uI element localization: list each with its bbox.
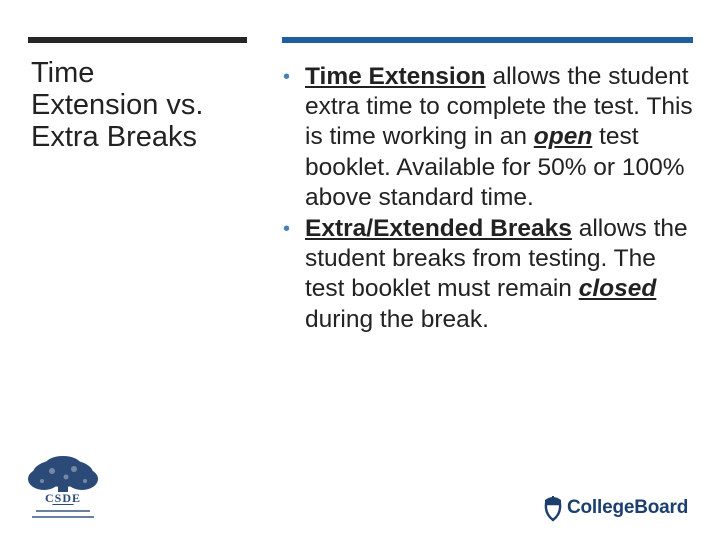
- bullet-dot-icon: •: [283, 218, 291, 241]
- title-line: Extension vs.: [31, 89, 204, 121]
- bullet-term: Extra/Extended Breaks: [305, 215, 572, 243]
- bullet-text: test booklet. Available for 50% or 100% above standard time.: [305, 123, 685, 211]
- bullet-text: allows the student breaks from testing. The test booklet must remain: [305, 215, 688, 303]
- bullet-item: [282, 62, 702, 213]
- bullet-text: during the break.: [305, 305, 489, 333]
- bullet-term: Time Extension: [305, 63, 486, 90]
- bullet-item: [282, 214, 702, 335]
- acorn-icon: [542, 494, 564, 522]
- collegeboard-logo: [542, 492, 707, 524]
- csde-logo: [22, 455, 104, 525]
- content-divider-rule: [282, 37, 693, 43]
- title-line: Time: [31, 57, 95, 89]
- bullet-list: [282, 62, 702, 336]
- title-divider-rule: [28, 37, 247, 43]
- tree-icon: [22, 455, 104, 525]
- slide-title: [31, 57, 246, 153]
- bullet-emphasis: open: [533, 123, 593, 151]
- collegeboard-wordmark: CollegeBoard: [567, 497, 689, 518]
- csde-wordmark: CSDE: [44, 491, 82, 505]
- bullet-dot-icon: •: [283, 66, 291, 88]
- bullet-emphasis: closed: [578, 275, 657, 303]
- bullet-text: allows the student extra time to complete the test. This is time working in an: [305, 63, 693, 151]
- title-line: Extra Breaks: [31, 121, 197, 153]
